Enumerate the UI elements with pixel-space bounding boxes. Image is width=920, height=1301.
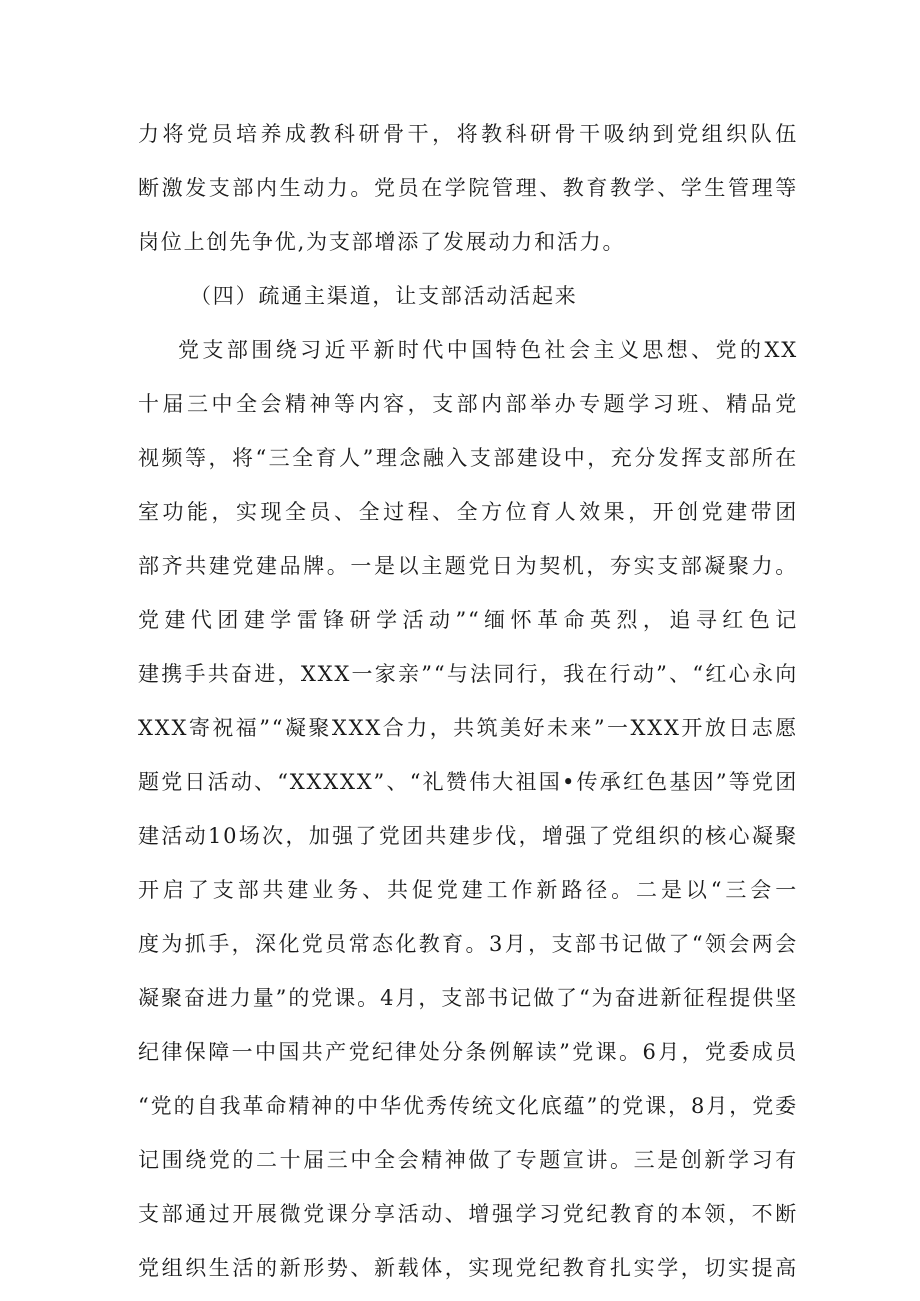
text-line: 党支部围绕习近平新时代中国特色社会主义思想、党的XX	[178, 338, 798, 362]
section-heading: （四）疏通主渠道，让支部活动活起来	[190, 284, 578, 308]
text-line: 断激发支部内生动力。党员在学院管理、教育教学、学生管理等	[138, 176, 798, 200]
text-line: 凝聚奋进力量”的党课。4月，支部书记做了“为奋进新征程提供坚	[138, 986, 798, 1010]
text-line: 支部通过开展微党课分享活动、增强学习党纪教育的本领，不断	[138, 1202, 798, 1226]
text-line: 度为抓手，深化党员常态化教育。3月，支部书记做了“领会两会	[138, 932, 798, 956]
text-line: XXX寄祝福”“凝聚XXX合力，共筑美好未来”一XXX开放日志愿	[138, 716, 798, 740]
text-line: 部齐共建党建品牌。一是以主题党日为契机，夯实支部凝聚力。	[138, 554, 798, 578]
text-line: “党的自我革命精神的中华优秀传统文化底蕴”的党课，8月，党委	[138, 1094, 798, 1118]
paragraph-continued	[138, 107, 798, 269]
text-line: 视频等，将“三全育人”理念融入支部建设中，充分发挥支部所在	[138, 446, 798, 470]
text-line: 建活动10场次，加强了党团共建步伐，增强了党组织的核心凝聚	[138, 824, 798, 848]
text-line: 题党日活动、“XXXXX”、“礼赞伟大祖国•传承红色基因”等党团	[138, 770, 798, 794]
text-line: 开启了支部共建业务、共促党建工作新路径。二是以“三会一	[138, 878, 798, 902]
text-line: 力将党员培养成教科研骨干，将教科研骨干吸纳到党组织队伍	[138, 122, 798, 146]
text-line: 纪律保障一中国共产党纪律处分条例解读”党课。6月，党委成员	[138, 1040, 798, 1064]
text-line: 建携手共奋进，XXX一家亲”“与法同行，我在行动”、“红心永向	[138, 662, 798, 686]
text-line: 党组织生活的新形势、新载体，实现党纪教育扎实学，切实提高	[138, 1256, 798, 1280]
text-line: 室功能，实现全员、全过程、全方位育人效果，开创党建带团	[138, 500, 798, 524]
document-body	[138, 107, 798, 1295]
text-line: 党建代团建学雷锋研学活动”“缅怀革命英烈，追寻红色记	[138, 608, 798, 632]
text-line: 岗位上创先争优,为支部增添了发展动力和活力。	[138, 230, 626, 254]
text-line: 记围绕党的二十届三中全会精神做了专题宣讲。三是创新学习有	[138, 1148, 798, 1172]
paragraph-main	[138, 323, 798, 1295]
text-line: 十届三中全会精神等内容，支部内部举办专题学习班、精品党	[138, 392, 798, 416]
